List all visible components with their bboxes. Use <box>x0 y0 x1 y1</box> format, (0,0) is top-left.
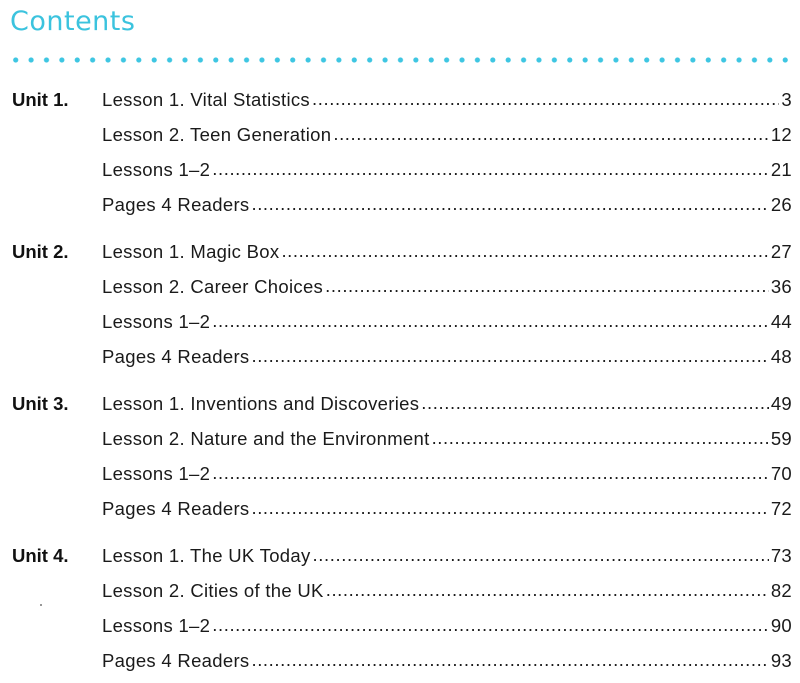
toc-entry[interactable] <box>102 339 792 374</box>
toc-entry[interactable] <box>102 538 792 573</box>
dot-leader <box>251 490 768 526</box>
page-number: 26 <box>770 194 792 215</box>
unit-label: Unit 2. <box>12 241 69 262</box>
toc-entry[interactable] <box>102 269 792 304</box>
page-number: 36 <box>770 276 792 297</box>
unit-label: Unit 4. <box>12 545 69 566</box>
unit-label: Unit 1. <box>12 89 69 110</box>
page-number: 82 <box>770 580 792 601</box>
toc-entry[interactable] <box>102 573 792 608</box>
toc-entry[interactable] <box>102 304 792 339</box>
toc-entry[interactable] <box>102 386 792 421</box>
toc-entry[interactable] <box>102 82 792 117</box>
entry-title: Pages 4 Readers <box>102 650 250 671</box>
page-number: 72 <box>770 498 792 519</box>
entry-title: Lessons 1–2 <box>102 463 211 484</box>
page-number: 90 <box>770 615 792 636</box>
entry-title: Lesson 1. The UK Today <box>102 545 311 566</box>
dot-leader <box>251 338 768 374</box>
scan-speck <box>40 604 42 606</box>
dot-leader <box>313 537 769 573</box>
dotted-divider <box>8 55 796 65</box>
unit-4-section <box>0 538 800 678</box>
entry-title: Lesson 1. Inventions and Discoveries <box>102 393 420 414</box>
toc-entry[interactable] <box>102 152 792 187</box>
page-number: 21 <box>770 159 792 180</box>
dot-leader <box>432 420 769 456</box>
dot-leader <box>212 607 769 643</box>
toc-entry[interactable] <box>102 187 792 222</box>
toc-entry[interactable] <box>102 234 792 269</box>
entry-title: Lesson 2. Teen Generation <box>102 124 332 145</box>
page-number: 73 <box>770 545 792 566</box>
toc-entry[interactable] <box>102 456 792 491</box>
dot-leader <box>312 81 779 117</box>
entry-title: Lesson 2. Career Choices <box>102 276 324 297</box>
dot-leader <box>281 233 768 269</box>
toc-entry[interactable] <box>102 643 792 678</box>
dot-leader <box>421 385 769 421</box>
toc-entry[interactable] <box>102 608 792 643</box>
dot-leader <box>212 303 769 339</box>
entry-title: Lesson 1. Vital Statistics <box>102 89 310 110</box>
toc-entry[interactable] <box>102 421 792 456</box>
unit-1-section <box>0 82 800 222</box>
page-number: 12 <box>770 124 792 145</box>
page-number: 27 <box>770 241 792 262</box>
entry-title: Lesson 1. Magic Box <box>102 241 280 262</box>
unit-3-section <box>0 386 800 526</box>
entry-title: Lessons 1–2 <box>102 311 211 332</box>
entry-title: Pages 4 Readers <box>102 498 250 519</box>
page-number: 44 <box>770 311 792 332</box>
table-of-contents <box>0 82 800 678</box>
page-number: 48 <box>770 346 792 367</box>
dot-leader <box>326 572 769 608</box>
toc-entry[interactable] <box>102 117 792 152</box>
entry-title: Lesson 2. Cities of the UK <box>102 580 324 601</box>
dot-leader <box>251 642 768 678</box>
unit-2-section <box>0 234 800 374</box>
entry-title: Pages 4 Readers <box>102 346 250 367</box>
page-number: 3 <box>781 89 792 110</box>
entry-title: Lesson 2. Nature and the Environment <box>102 428 430 449</box>
page-number: 59 <box>770 428 792 449</box>
dot-leader <box>212 455 769 491</box>
dot-leader <box>333 116 768 152</box>
entry-title: Lessons 1–2 <box>102 159 211 180</box>
unit-label: Unit 3. <box>12 393 69 414</box>
toc-entry[interactable] <box>102 491 792 526</box>
dot-leader <box>212 151 769 187</box>
dot-leader <box>251 186 768 222</box>
page-title: Contents <box>10 6 136 37</box>
page-number: 49 <box>770 393 792 414</box>
page-number: 93 <box>770 650 792 671</box>
dot-leader <box>325 268 769 304</box>
entry-title: Pages 4 Readers <box>102 194 250 215</box>
page-number: 70 <box>770 463 792 484</box>
entry-title: Lessons 1–2 <box>102 615 211 636</box>
